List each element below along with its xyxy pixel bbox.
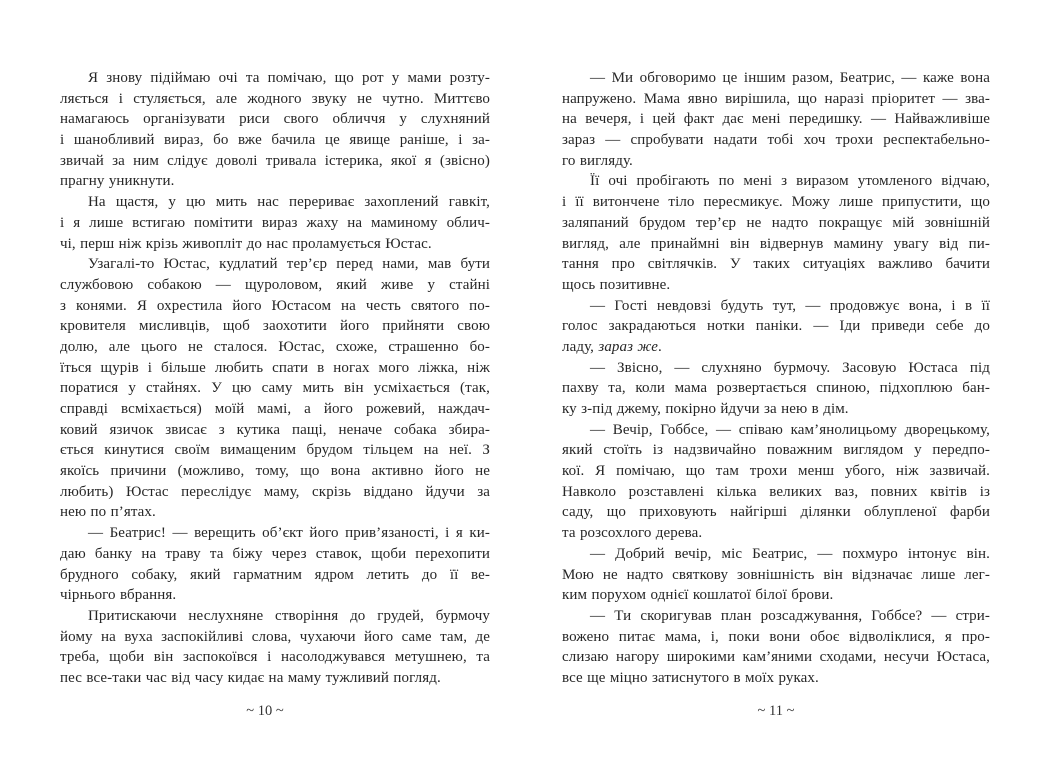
text-line: чірнього вбрання.	[60, 587, 177, 604]
text-line: вигляд, але принаймні він відвернув мамину увагу від пи-	[562, 235, 990, 252]
page-number-right: ~ 11 ~	[757, 703, 795, 719]
text-line: якоїсь причини (можливо, тому, що вона активно його не	[60, 463, 490, 480]
text-line: Її очі пробігають по мені з виразом утомленого відчаю,	[590, 173, 990, 190]
text-line: голос закрадаються нотки паніки. — Іди приведи себе до	[562, 318, 990, 335]
page-left-text-block	[60, 68, 490, 689]
text-line: вожено питає мама, і, поки вони обоє відволіклися, я про-	[562, 628, 990, 645]
text-line: пахву та, коли мама розвертається спиною, підхоплюю бан-	[562, 380, 990, 397]
page-right-text-block	[562, 68, 990, 689]
text-line: та розсохлого дерева.	[562, 525, 703, 542]
text-line: Притискаючи неслухняне створіння до грудей, бурмочу	[88, 607, 490, 624]
text-line: ковий язичок звисає з кутика пащі, неначе собака збира-	[60, 421, 490, 438]
text-line: саду, що приховують найгірші ділянки облупленої фарби	[562, 504, 990, 521]
text-line: На щастя, у цю мить нас перериває захоплений гавкіт,	[88, 194, 490, 211]
text-line: — Гості невдовзі будуть тут, — продовжує вона, і в її	[590, 297, 990, 314]
text-line: напружено. Мама явно вирішила, що наразі пріоритет — зва-	[562, 90, 990, 107]
text-line: ляється і стуляється, але жодного звуку не чутно. Миттєво	[60, 90, 490, 107]
text-line: кої. Я помічаю, що там трохи менш убого, ніж зазвичай.	[562, 463, 990, 480]
text-line: ким порухом однієї кошлатої білої брови.	[562, 587, 834, 604]
text-line: і я лише встигаю помітити вираз жаху на маминому облич-	[60, 214, 490, 231]
text-line: Узагалі-то Юстас, кудлатий тер’єр перед нами, мав бути	[88, 256, 490, 273]
text-line: слизаю нагору широкими кам’яними сходами, несучи Юстаса,	[562, 649, 990, 666]
text-line: заляпаний брудом тер’єр не надто покращує мій зовнішній	[562, 214, 990, 231]
text-line: все ще міцно затиснутого в моїх руках.	[562, 669, 819, 686]
text-line: любить) Юстас переслідує маму, скрізь віддано йдучи за	[60, 483, 490, 500]
text-line: брудного собаку, який гарматним ядром летить до її ве-	[60, 566, 490, 583]
text-line: даю банку на траву та біжу через ставок, щоби перехопити	[60, 545, 490, 562]
text-line: і її витончене тіло пересмикує. Можу лише припустити, що	[562, 194, 990, 211]
text-line: з конями. Я охрестила його Юстасом на честь святого по-	[60, 297, 490, 314]
text-line: долю, але цього не сталося. Юстас, схоже, страшенно бо-	[60, 338, 490, 355]
text-line: звичай за ним слідує доволі тривала істерика, якої я (звісно)	[60, 152, 490, 169]
text-line: щось позитивне.	[562, 276, 671, 293]
text-line: справді всміхається) моїй мамі, а його рожевий, наждач-	[60, 401, 490, 417]
text-line: — Звісно, — слухняно бурмочу. Засовую Юстаса під	[590, 359, 990, 376]
text-line: пес все-таки час від часу кидає на маму тужливий погляд.	[60, 669, 441, 686]
text-line: — Добрий вечір, міс Беатрис, — похмуро інтонує він.	[590, 545, 990, 562]
text-line: ку з-під джему, покірно йдучи за нею в дім.	[562, 401, 849, 417]
text-line: го вигляду.	[562, 152, 633, 169]
text-line: зараз — спробувати надати тобі хоч трохи респектабельно-	[562, 132, 990, 149]
text-line: тання про світлячків. У таких ситуаціях важливо бачити	[562, 256, 990, 273]
text-line: нею по п’ятах.	[60, 504, 156, 521]
text-line: поратися у стайнях. У цю саму мить він усміхається (так,	[60, 380, 490, 397]
text-line: Навколо розставлені кілька великих ваз, повних квітів із	[562, 483, 990, 500]
text-line: їться щурів і більше любить спати в ногах мого ліжка, ніж	[60, 359, 490, 376]
text-line: який стоїть із надзвичайно поважним виглядом у передпо-	[562, 442, 990, 459]
text-line: Мою не надто святкову зовнішність він відзначає лише лег-	[562, 566, 990, 583]
text-line: — Беатрис! — верещить об’єкт його прив’язаності, і я ки-	[88, 525, 490, 542]
text-line: треба, щоби він заспокоївся і насолоджувався метушнею, та	[60, 649, 490, 666]
text-line: ладу, зараз же.	[562, 338, 662, 355]
text-line: — Вечір, Гоббсе, — співаю кам’янолицьому дворецькому,	[590, 421, 990, 438]
text-line: — Ми обговоримо це іншим разом, Беатрис, — каже вона	[590, 70, 990, 86]
text-line: намагаюсь організувати риси свого обличчя у слухняний	[60, 111, 490, 128]
text-line: ється кинутися своїм вимащеним брудом тільцем на неї. З	[60, 442, 490, 459]
text-line: Я знову підіймаю очі та помічаю, що рот у мами розту-	[88, 70, 490, 86]
text-line: — Ти скоригував план розсаджування, Гоббсе? — стри-	[590, 607, 990, 624]
text-line: прагну уникнути.	[60, 173, 175, 190]
text-line: йому на вуха заспокійливі слова, чухаючи його саме там, де	[60, 628, 490, 645]
page-number-left: ~ 10 ~	[246, 703, 284, 719]
text-line: і шанобливий вираз, бо вже бачила це явище раніше, і за-	[60, 132, 490, 149]
text-line: кровителя мисливців, щоб заохотити його прийняти свою	[60, 318, 490, 335]
text-line: чі, перш ніж крізь живопліт до нас проламується Юстас.	[60, 235, 432, 252]
text-line: службовою собакою — щуроловом, який живе у стайні	[60, 276, 490, 293]
page-right	[525, 0, 1050, 761]
text-line: на вечеря, і цей факт дає мені передишку. — Найважливіше	[562, 111, 990, 128]
